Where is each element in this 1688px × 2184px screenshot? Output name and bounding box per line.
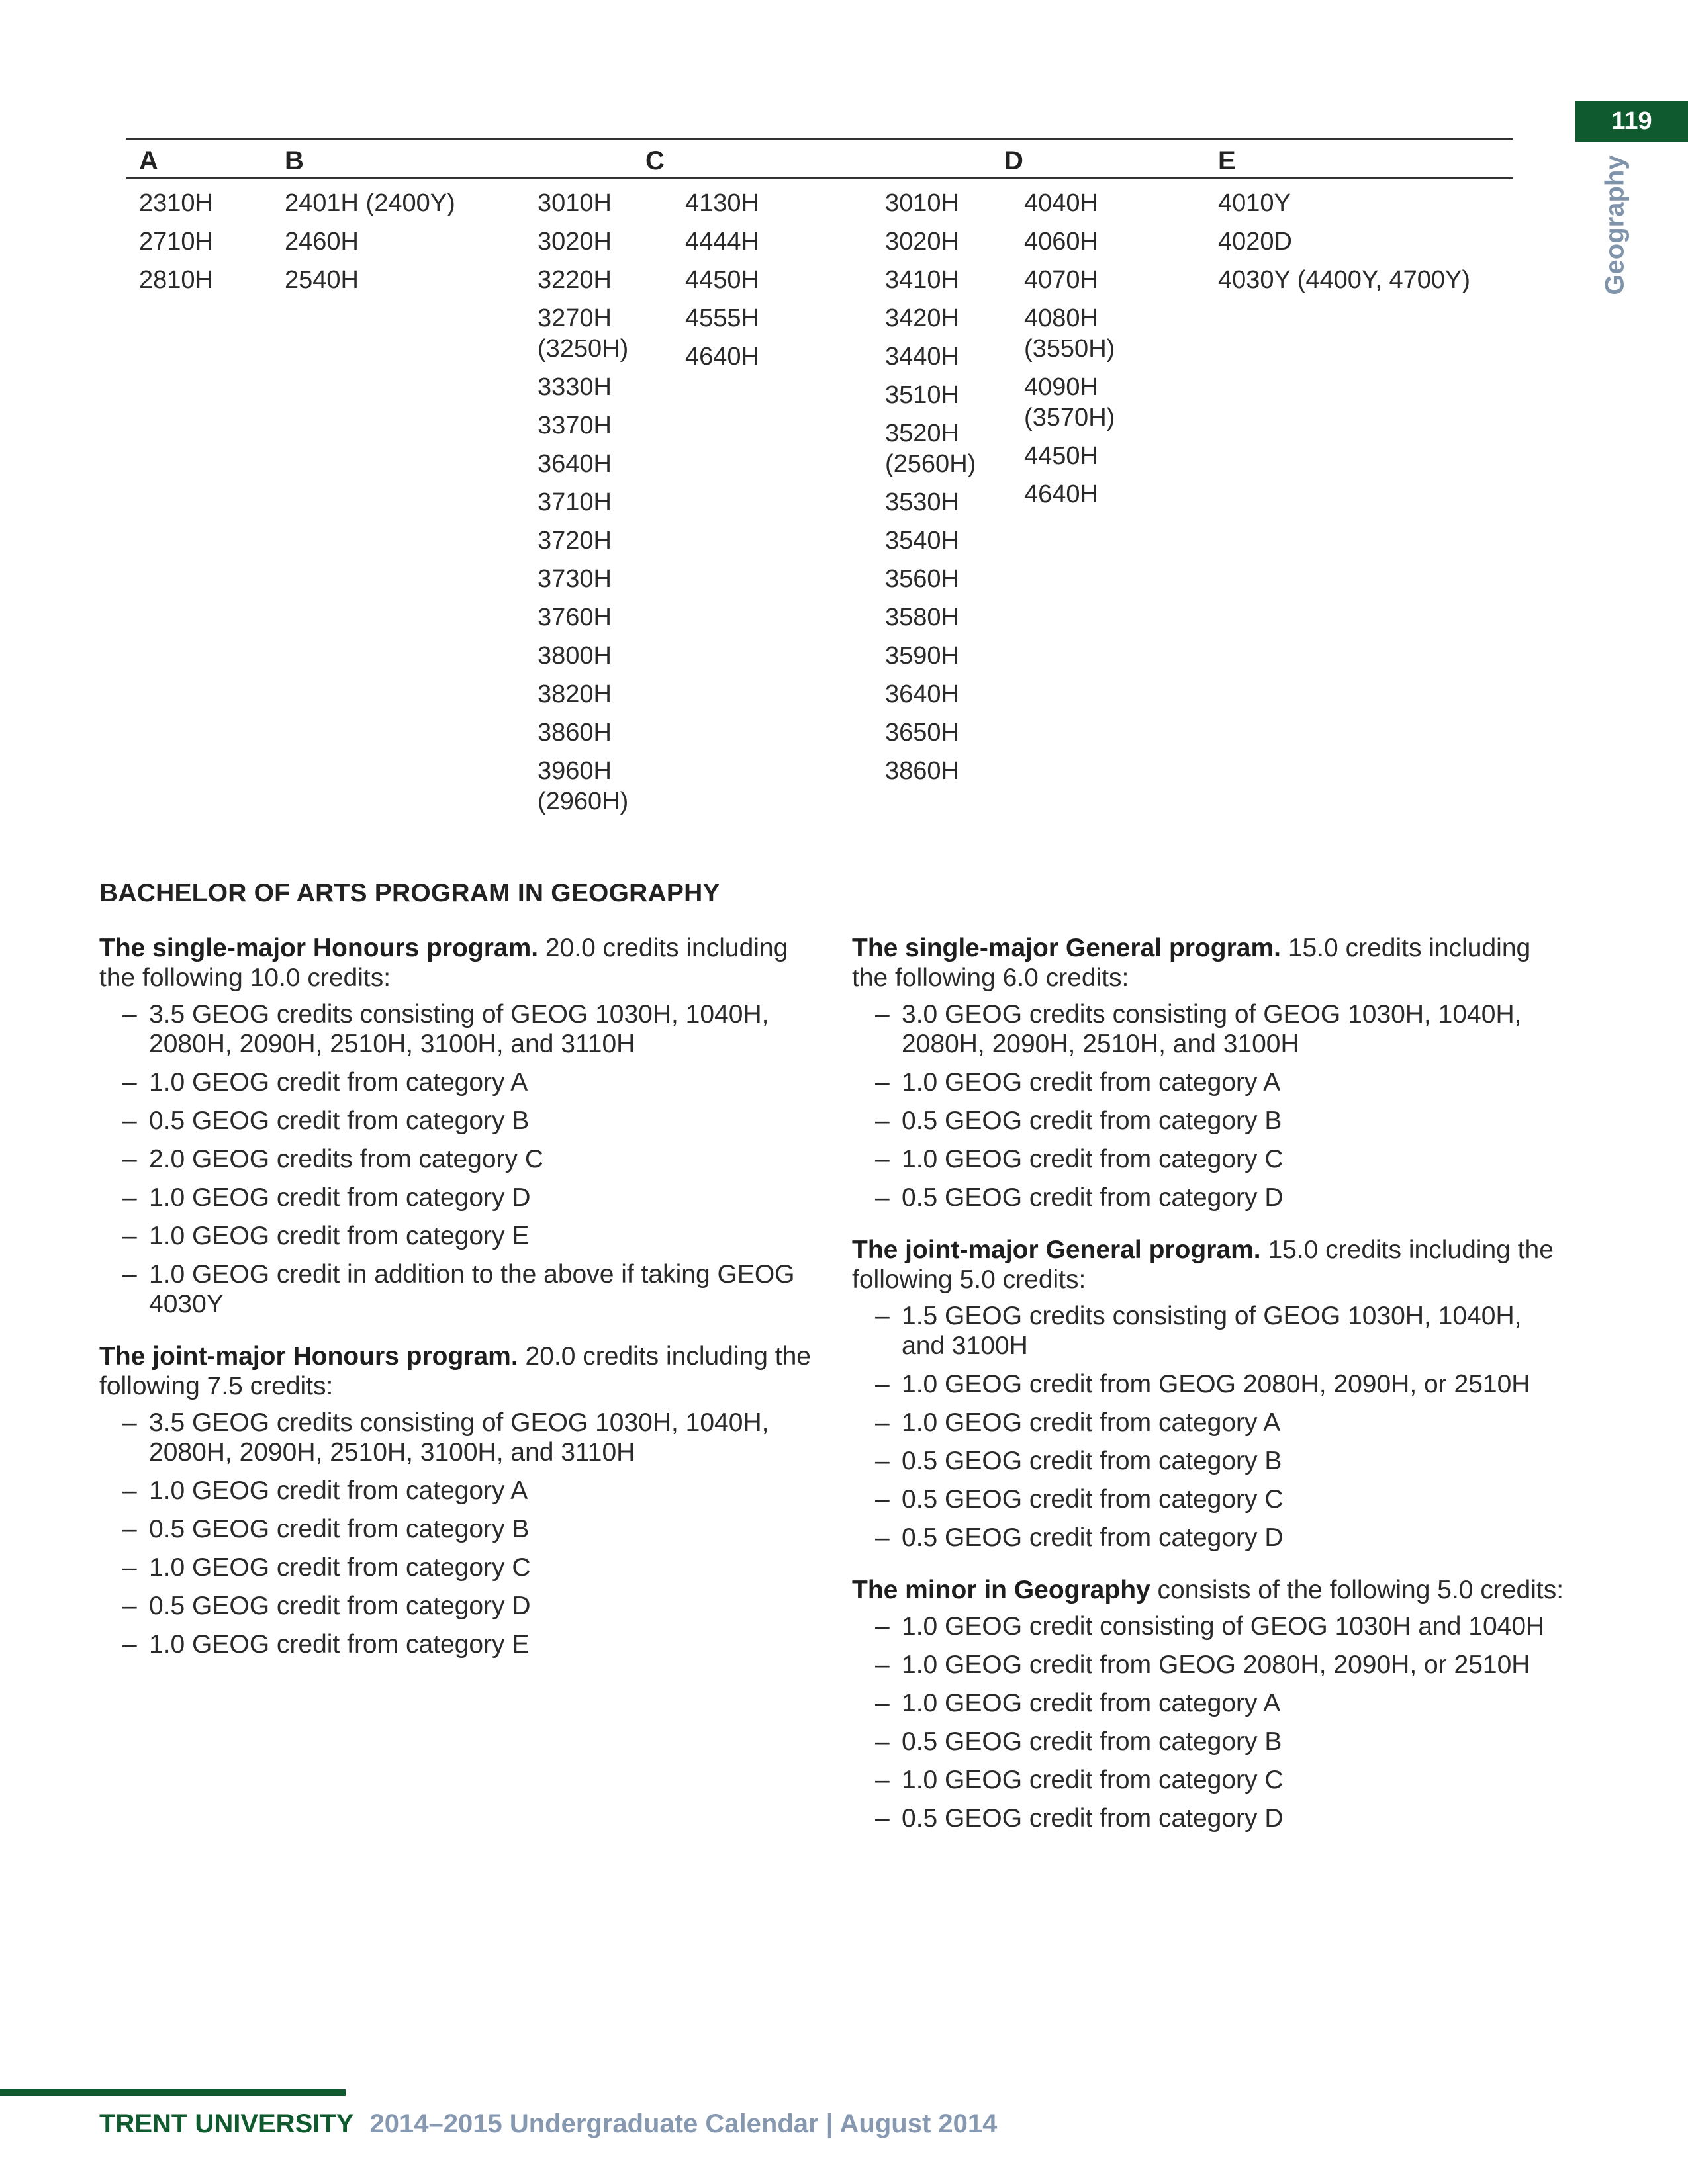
- requirement-item: – 0.5 GEOG credit from category B: [99, 1106, 814, 1136]
- requirement-list: [99, 999, 814, 1319]
- course-code: 4640H: [685, 343, 759, 371]
- requirement-item: – 1.0 GEOG credit in addition to the above if taking GEOG 4030Y: [99, 1259, 814, 1319]
- requirement-item: – 1.0 GEOG credit from category A: [852, 1688, 1567, 1718]
- course-code: 4080H (3550H): [1024, 304, 1115, 363]
- program-title: The single-major General program.: [852, 934, 1281, 962]
- category-c-list-2: [685, 188, 759, 380]
- requirement-item: – 1.0 GEOG credit from category D: [99, 1183, 814, 1212]
- course-code: 4010Y: [1218, 189, 1291, 217]
- requirement-item: – 0.5 GEOG credit from category D: [852, 1803, 1567, 1833]
- requirement-item: – 1.0 GEOG credit from category E: [99, 1221, 814, 1251]
- program-description: [852, 1235, 1567, 1295]
- programs-right-column: [852, 933, 1567, 1856]
- programs-left-column: [99, 933, 814, 1682]
- course-code: 4020D: [1218, 228, 1292, 255]
- course-code: 4070H: [1024, 266, 1098, 294]
- requirement-item: – 0.5 GEOG credit from category B: [852, 1446, 1567, 1476]
- course-code: 3960H (2960H): [538, 757, 629, 815]
- course-code: 3420H: [885, 304, 959, 332]
- course-code: 3800H: [538, 642, 612, 670]
- requirement-item: – 0.5 GEOG credit from category B: [852, 1106, 1567, 1136]
- requirement-item: – 1.0 GEOG credit from GEOG 2080H, 2090H, or 2510H: [852, 1650, 1567, 1680]
- course-code: 4040H: [1024, 189, 1098, 217]
- program-joint-major-general: [852, 1235, 1567, 1553]
- course-code: 3220H: [538, 266, 612, 294]
- requirement-item: – 3.0 GEOG credits consisting of GEOG 1030H, 1040H, 2080H, 2090H, 2510H, and 3100H: [852, 999, 1567, 1059]
- section-heading: BACHELOR OF ARTS PROGRAM IN GEOGRAPHY: [99, 879, 720, 907]
- requirement-item: – 1.0 GEOG credit from category A: [99, 1068, 814, 1097]
- requirement-item: – 3.5 GEOG credits consisting of GEOG 1030H, 1040H, 2080H, 2090H, 2510H, 3100H, and 3110H: [99, 999, 814, 1059]
- course-code: 3730H: [538, 565, 612, 593]
- requirement-item: – 0.5 GEOG credit from category B: [99, 1514, 814, 1544]
- requirement-item: – 1.0 GEOG credit from category C: [852, 1765, 1567, 1795]
- course-code: 3760H: [538, 604, 612, 631]
- course-code: 2460H: [285, 228, 359, 255]
- course-code: 3020H: [538, 228, 612, 255]
- course-code: 2401H (2400Y): [285, 189, 455, 217]
- course-code: 2540H: [285, 266, 359, 294]
- course-code: 4640H: [1024, 480, 1098, 508]
- course-code: 3020H: [885, 228, 959, 255]
- requirement-item: – 1.0 GEOG credit consisting of GEOG 1030H and 1040H: [852, 1612, 1567, 1641]
- category-e-list: [1218, 188, 1470, 303]
- course-code: 4060H: [1024, 228, 1098, 255]
- requirement-item: – 1.0 GEOG credit from category A: [852, 1408, 1567, 1437]
- course-code: 2810H: [139, 266, 213, 294]
- course-code: 3650H: [885, 719, 959, 747]
- category-header-a: A: [139, 146, 158, 175]
- program-title: The minor in Geography: [852, 1576, 1150, 1604]
- category-table: [126, 138, 1513, 867]
- course-code: 3010H: [538, 189, 612, 217]
- category-header-b: B: [285, 146, 304, 175]
- course-code: 3440H: [885, 343, 959, 371]
- requirement-item: – 1.0 GEOG credit from category A: [852, 1068, 1567, 1097]
- course-code: 2710H: [139, 228, 213, 255]
- program-intro: 15.0 credits including the following 6.0 credits:: [852, 934, 1531, 992]
- program-single-major-honours: [99, 933, 814, 1319]
- program-intro: 20.0 credits including the following 10.0 credits:: [99, 934, 788, 992]
- requirement-item: – 2.0 GEOG credits from category C: [99, 1144, 814, 1174]
- program-title: The joint-major General program.: [852, 1236, 1261, 1264]
- program-intro: 20.0 credits including the following 7.5 credits:: [99, 1342, 811, 1400]
- requirement-item: – 1.0 GEOG credit from category A: [99, 1476, 814, 1506]
- requirement-item: – 0.5 GEOG credit from category B: [852, 1727, 1567, 1756]
- course-code: 3010H: [885, 189, 959, 217]
- program-description: [99, 1342, 814, 1401]
- program-description: [852, 1575, 1567, 1605]
- footer-calendar: 2014–2015 Undergraduate Calendar | August 2014: [369, 2109, 998, 2138]
- program-single-major-general: [852, 933, 1567, 1212]
- program-description: [99, 933, 814, 993]
- program-intro: 15.0 credits including the following 5.0 credits:: [852, 1236, 1554, 1294]
- course-code: 3860H: [538, 719, 612, 747]
- course-code: 4444H: [685, 228, 759, 255]
- course-code: 3720H: [538, 527, 612, 555]
- program-joint-major-honours: [99, 1342, 814, 1659]
- requirement-item: – 1.0 GEOG credit from GEOG 2080H, 2090H, or 2510H: [852, 1369, 1567, 1399]
- course-code: 4090H (3570H): [1024, 373, 1115, 432]
- course-code: 3370H: [538, 412, 612, 439]
- requirement-item: – 1.0 GEOG credit from category C: [852, 1144, 1567, 1174]
- program-description: [852, 933, 1567, 993]
- course-code: 4450H: [685, 266, 759, 294]
- requirement-list: [852, 1612, 1567, 1833]
- footer: [99, 2109, 997, 2139]
- requirement-item: – 0.5 GEOG credit from category D: [99, 1591, 814, 1621]
- course-code: 4130H: [685, 189, 759, 217]
- category-header-d: D: [1004, 146, 1023, 175]
- category-d-list-1: [885, 188, 976, 794]
- category-c-list-1: [538, 188, 628, 825]
- category-table-header-row: [126, 140, 1513, 179]
- course-code: 3510H: [885, 381, 959, 409]
- program-intro: consists of the following 5.0 credits:: [1150, 1576, 1564, 1604]
- category-table-body: [126, 179, 1513, 867]
- course-code: 3560H: [885, 565, 959, 593]
- program-title: The single-major Honours program.: [99, 934, 539, 962]
- footer-rule: [0, 2089, 346, 2096]
- category-header-c: C: [645, 146, 665, 175]
- requirement-list: [852, 1301, 1567, 1553]
- category-d-list-2: [1024, 188, 1115, 518]
- page-number: 119: [1575, 101, 1688, 142]
- course-code: 3270H (3250H): [538, 304, 629, 363]
- program-minor-geography: [852, 1575, 1567, 1833]
- category-a-list: [139, 188, 213, 303]
- requirement-list: [99, 1408, 814, 1659]
- course-code: 4450H: [1024, 442, 1098, 470]
- course-code: 4555H: [685, 304, 759, 332]
- course-code: 3330H: [538, 373, 612, 401]
- requirement-item: – 0.5 GEOG credit from category D: [852, 1183, 1567, 1212]
- requirement-list: [852, 999, 1567, 1212]
- requirement-item: – 0.5 GEOG credit from category C: [852, 1484, 1567, 1514]
- requirement-item: – 1.0 GEOG credit from category E: [99, 1629, 814, 1659]
- course-code: 3590H: [885, 642, 959, 670]
- category-b-list: [285, 188, 455, 303]
- side-section-label-text: Geography: [1600, 155, 1630, 295]
- requirement-item: – 3.5 GEOG credits consisting of GEOG 1030H, 1040H, 2080H, 2090H, 2510H, 3100H, and 3110H: [99, 1408, 814, 1467]
- course-code: 3710H: [538, 488, 612, 516]
- requirement-item: – 1.0 GEOG credit from category C: [99, 1553, 814, 1582]
- course-code: 4030Y (4400Y, 4700Y): [1218, 266, 1471, 294]
- course-code: 3640H: [885, 680, 959, 708]
- category-header-e: E: [1218, 146, 1236, 175]
- footer-university: TRENT UNIVERSITY: [99, 2109, 354, 2138]
- course-code: 3580H: [885, 604, 959, 631]
- course-code: 3540H: [885, 527, 959, 555]
- program-title: The joint-major Honours program.: [99, 1342, 518, 1371]
- course-code: 3530H: [885, 488, 959, 516]
- course-code: 3410H: [885, 266, 959, 294]
- requirement-item: – 1.5 GEOG credits consisting of GEOG 1030H, 1040H, and 3100H: [852, 1301, 1567, 1361]
- requirement-item: – 0.5 GEOG credit from category D: [852, 1523, 1567, 1553]
- course-code: 3860H: [885, 757, 959, 785]
- course-code: 3520H (2560H): [885, 420, 976, 478]
- course-code: 3820H: [538, 680, 612, 708]
- course-code: 2310H: [139, 189, 213, 217]
- course-code: 3640H: [538, 450, 612, 478]
